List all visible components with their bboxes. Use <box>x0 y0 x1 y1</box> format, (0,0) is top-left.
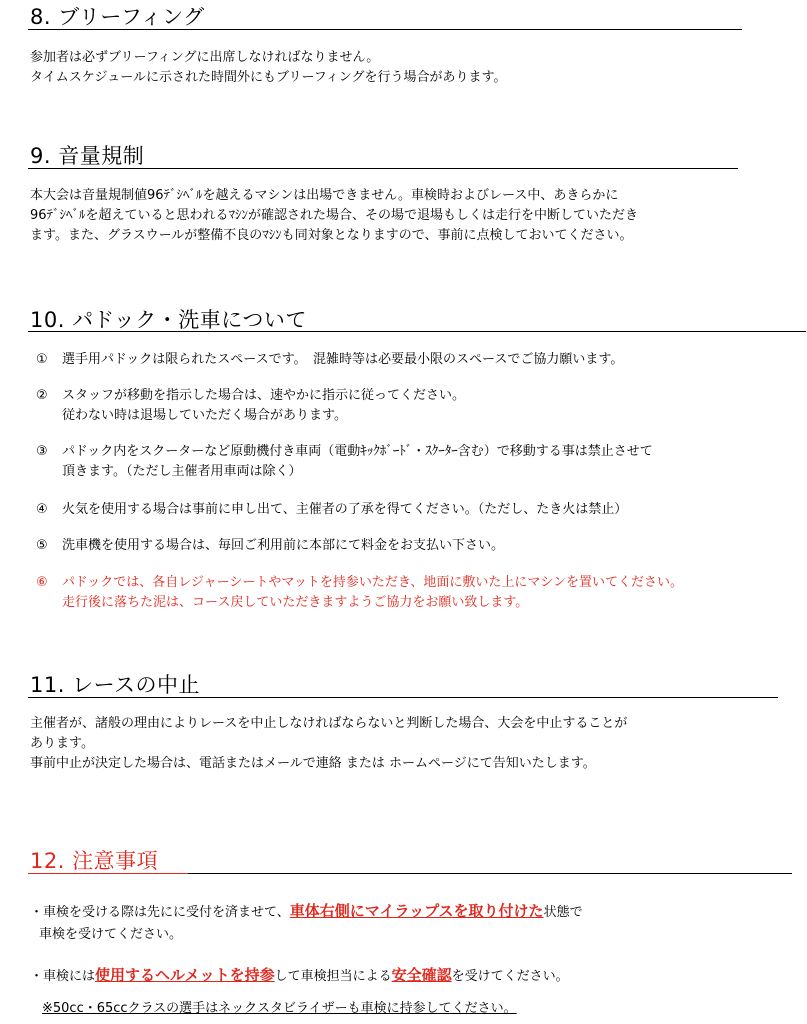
para-text: を受けてください。 <box>451 969 569 984</box>
section-9-line: 本大会は音量規制値96ﾃﾞｼﾍﾞﾙを越えるマシンは出場できません。車検時およびレース中、あきらかに <box>30 188 619 203</box>
item-text: パドックでは、各自レジャーシートやマットを持参いただき、地面に敷いた上にマシンを置いてください。 <box>62 575 684 590</box>
item-text-cont: 従わない時は退場していただく場合があります。 <box>62 408 347 423</box>
section-10-heading: 10. パドック・洗車について <box>30 308 307 332</box>
item-text: 選手用パドックは限られたスペースです。 混雑時等は必要最小限のスペースでご協力願います。 <box>62 352 624 367</box>
section-9-heading: 9. 音量規制 <box>30 144 145 168</box>
para-text: して車検担当による <box>274 969 392 984</box>
item-number: ⑤ <box>36 538 48 553</box>
list-item <box>36 536 504 556</box>
section-9-line: ます。また、グラスウールが整備不良のﾏｼﾝも同対象となりますので、事前に点検しておいてください。 <box>30 228 633 243</box>
list-item <box>36 386 465 426</box>
item-text-cont: 頂きます。（ただし主催者用車両は除く） <box>62 464 302 479</box>
section-9-rule <box>28 168 738 169</box>
section-11-line: 事前中止が決定した場合は、電話またはメールで連絡 または ホームページにて告知いたします。 <box>30 756 596 771</box>
section-11-line: あります。 <box>30 736 94 751</box>
emphasis-text: 安全確認 <box>391 966 452 984</box>
emphasis-text: 使用するヘルメットを持参 <box>95 966 275 984</box>
para-text: ・車検には <box>30 969 96 984</box>
item-text-cont: 走行後に落ちた泥は、コース戻していただきますようご協力をお願い致します。 <box>62 595 529 610</box>
section-11-line: 主催者が、諸般の理由によりレースを中止しなければならないと判断した場合、大会を中止することが <box>30 716 628 731</box>
para-text-cont: 車検を受けてください。 <box>39 927 183 942</box>
para-text: 状態で <box>543 905 583 920</box>
section-12-para-1 <box>30 900 583 946</box>
section-12-rule <box>188 873 792 874</box>
section-8-rule <box>28 29 742 30</box>
item-number: ① <box>36 352 48 367</box>
item-text: 洗車機を使用する場合は、毎回ご利用前に本部にて料金をお支払い下さい。 <box>62 538 505 553</box>
section-10-rule <box>28 331 806 332</box>
list-item-red <box>36 573 683 613</box>
section-9-body <box>30 186 638 246</box>
item-text: スタッフが移動を指示した場合は、速やかに指示に従ってください。 <box>62 388 466 403</box>
item-number: ④ <box>36 502 48 517</box>
section-11-rule <box>28 697 778 698</box>
emphasis-text: 車体右側にマイラップスを取り付けた <box>289 902 544 920</box>
section-12-para-2 <box>30 964 569 988</box>
item-number: ⑥ <box>36 575 48 590</box>
para-text: ・車検を受ける際は先にに受付を済ませて、 <box>30 905 290 920</box>
item-text: パドック内をスクーターなど原動機付き車両（電動ｷｯｸﾎﾞｰﾄﾞ・ｽｸｰﾀｰ含む）で移動する事は禁止させて <box>62 444 653 459</box>
section-12-rule-red <box>28 873 188 874</box>
section-8-heading: 8. ブリーフィング <box>30 5 205 29</box>
note-text: ※50cc・65ccクラスの選手はネックスタビライザーも車検に持参してください。 <box>42 1001 517 1016</box>
section-12-heading: 12. 注意事項 <box>30 849 159 873</box>
item-text: 火気を使用する場合は事前に申し出て、主催者の了承を得てください。（ただし、たき火は禁止） <box>62 502 628 517</box>
list-item <box>36 500 627 520</box>
item-number: ③ <box>36 444 48 459</box>
section-8-body <box>30 48 506 88</box>
section-9-line: 96ﾃﾞｼﾍﾞﾙを超えていると思われるﾏｼﾝが確認された場合、その場で退場もしくは走行を中断していただき <box>30 208 639 223</box>
section-8-line: 参加者は必ずブリーフィングに出席しなければなりません。 <box>30 50 380 65</box>
item-number: ② <box>36 388 48 403</box>
section-11-body <box>30 714 627 774</box>
list-item <box>36 442 653 482</box>
section-11-heading: 11. レースの中止 <box>30 673 201 697</box>
list-item <box>36 350 623 370</box>
section-8-line: タイムスケジュールに示された時間外にもブリーフィングを行う場合があります。 <box>30 70 507 85</box>
